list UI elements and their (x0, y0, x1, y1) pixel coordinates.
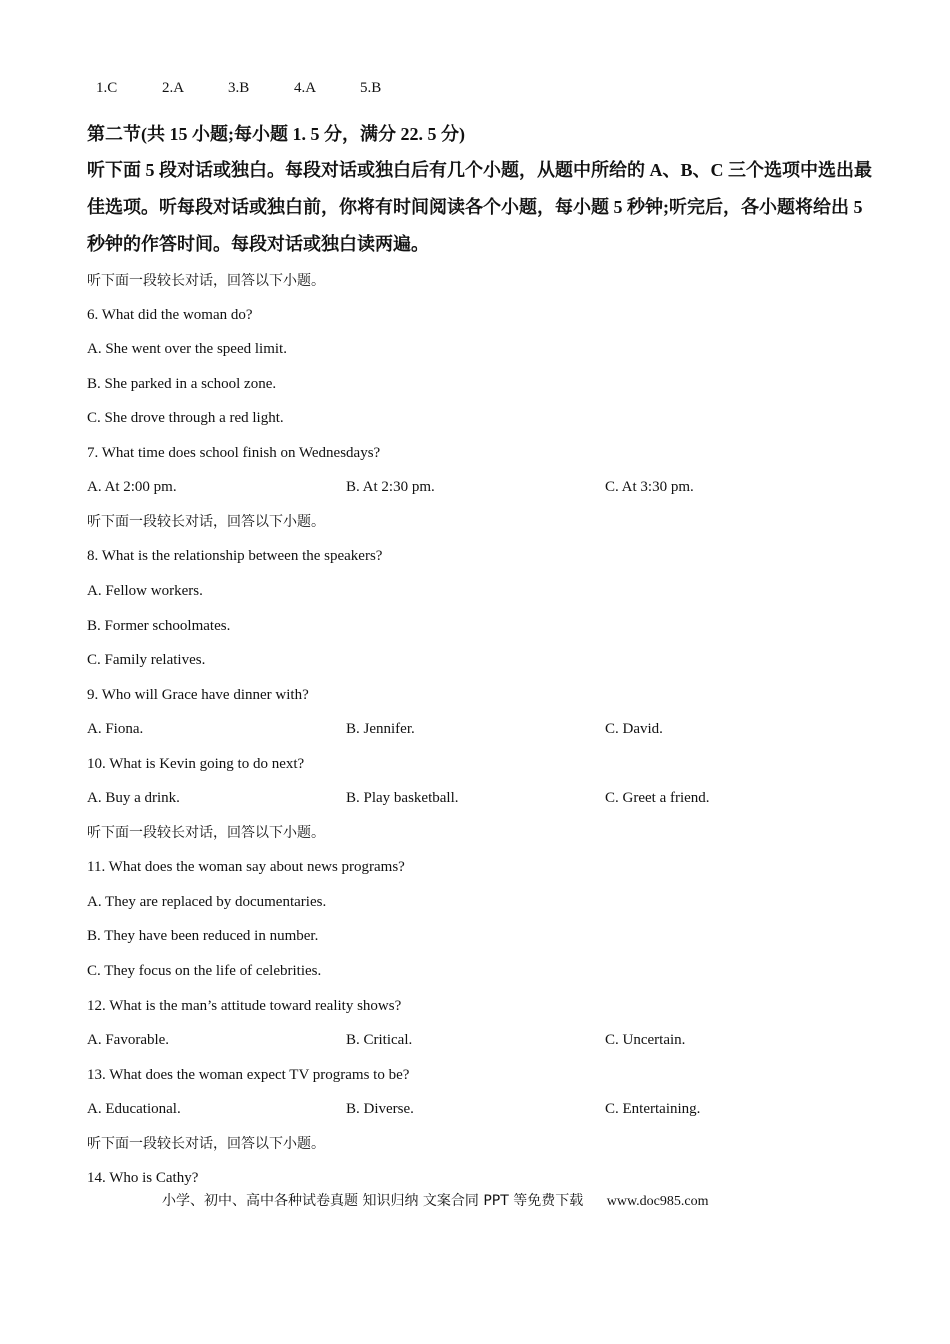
question-11-option-c: C. They focus on the life of celebrities. (87, 963, 322, 979)
footer-url[interactable]: www.doc985.com (606, 1194, 709, 1209)
question-10-option-a: A. Buy a drink. (87, 790, 180, 806)
question-9-option-a: A. Fiona. (87, 721, 144, 737)
question-13-option-b: B. Diverse. (346, 1101, 414, 1117)
dialogue-intro: 听下面一段较长对话，回答以下小题。 (87, 1136, 325, 1152)
question-10-option-b: B. Play basketball. (346, 790, 459, 806)
question-14-stem: 14. Who is Cathy? (87, 1170, 199, 1186)
question-10-option-c: C. Greet a friend. (605, 790, 710, 806)
question-10-stem: 10. What is Kevin going to do next? (87, 756, 305, 772)
answer-3: 3.B (228, 80, 250, 96)
question-12-stem: 12. What is the man’s attitude toward reality shows? (87, 998, 402, 1014)
dialogue-intro: 听下面一段较长对话，回答以下小题。 (87, 273, 325, 289)
question-12-option-a: A. Favorable. (87, 1032, 170, 1048)
question-7-stem: 7. What time does school finish on Wednesdays? (87, 445, 381, 461)
question-8-option-c: C. Family relatives. (87, 652, 206, 668)
question-6-option-b: B. She parked in a school zone. (87, 376, 277, 392)
question-9-option-b: B. Jennifer. (346, 721, 415, 737)
question-8-stem: 8. What is the relationship between the speakers? (87, 548, 383, 564)
answer-1: 1.C (96, 80, 118, 96)
question-6-option-c: C. She drove through a red light. (87, 410, 284, 426)
question-13-stem: 13. What does the woman expect TV programs to be? (87, 1067, 410, 1083)
answer-4: 4.A (294, 80, 317, 96)
question-11-option-a: A. They are replaced by documentaries. (87, 894, 327, 910)
question-6-option-a: A. She went over the speed limit. (87, 341, 287, 357)
section-title: 第二节(共 15 小题;每小题 1. 5 分，满分 22. 5 分) (87, 124, 465, 144)
question-13-option-a: A. Educational. (87, 1101, 181, 1117)
question-13-option-c: C. Entertaining. (605, 1101, 701, 1117)
page-footer (162, 1190, 709, 1210)
question-6-stem: 6. What did the woman do? (87, 307, 253, 323)
dialogue-intro: 听下面一段较长对话，回答以下小题。 (87, 825, 325, 841)
question-9-option-c: C. David. (605, 721, 663, 737)
question-12-option-c: C. Uncertain. (605, 1032, 686, 1048)
footer-text: 小学、初中、高中各种试卷真题 知识归纳 文案合同 PPT 等免费下载 (162, 1193, 584, 1209)
question-8-option-b: B. Former schoolmates. (87, 618, 231, 634)
section-instructions: 听下面 5 段对话或独白。每段对话或独白后有几个小题，从题中所给的 A、B、C 三个选项中选出最佳选项。听每段对话或独白前，你将有时间阅读各个小题，每小题 5 秒钟;听完后，各小题将给出 5 秒钟的作答时间。每段对话或独白读两遍。 (87, 160, 872, 254)
answer-5: 5.B (360, 80, 382, 96)
question-11-stem: 11. What does the woman say about news programs? (87, 859, 405, 875)
question-7-option-c: C. At 3:30 pm. (605, 479, 694, 495)
question-7-option-b: B. At 2:30 pm. (346, 479, 435, 495)
answer-2: 2.A (162, 80, 185, 96)
answer-key-row (96, 80, 426, 97)
dialogue-intro: 听下面一段较长对话，回答以下小题。 (87, 514, 325, 530)
question-12-option-b: B. Critical. (346, 1032, 413, 1048)
question-7-option-a: A. At 2:00 pm. (87, 479, 177, 495)
question-11-option-b: B. They have been reduced in number. (87, 928, 319, 944)
question-8-option-a: A. Fellow workers. (87, 583, 203, 599)
question-9-stem: 9. Who will Grace have dinner with? (87, 687, 309, 703)
